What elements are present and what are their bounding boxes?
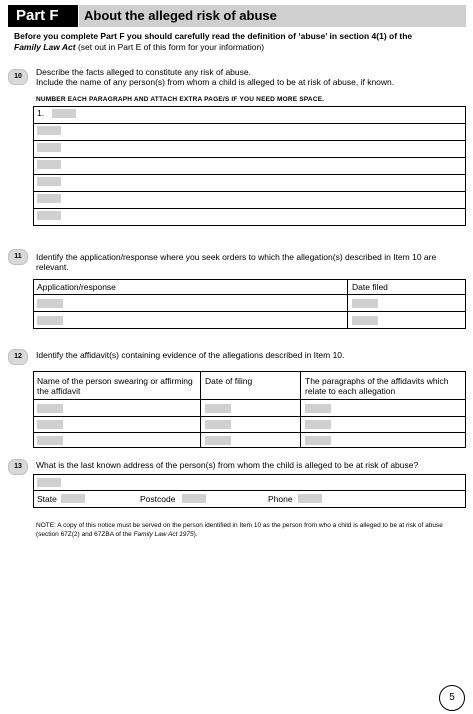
facts-line [33,174,466,175]
item-number-13: 13 [8,459,28,475]
item11-question: Identify the application/response where you seek orders to which the allegation(s) described in Item 10 are relevant. [36,252,437,272]
note-text: NOTE: A copy of this notice must be served on the person identified in Item 10 as the person from who a child is alleged to be at risk of abuse (section 67Z(2) and 67ZBA of the [36,522,443,538]
facts-field[interactable] [37,211,61,220]
note-end: ). [193,531,198,538]
table-row-divider [33,432,466,433]
column-header-date-filed: Date filed [352,282,388,292]
state-label: State [37,494,57,504]
item-number-10: 10 [8,69,28,85]
item10-instruction: NUMBER EACH PARAGRAPH AND ATTACH EXTRA PAGE/S IF YOU NEED MORE SPACE. [36,96,325,103]
table-row-divider [33,294,466,295]
paragraphs-field[interactable] [305,404,331,413]
phone-field[interactable] [298,494,322,503]
person-field[interactable] [37,436,63,445]
facts-field[interactable] [37,160,61,169]
table-row-divider [33,399,466,400]
column-header-date-of-filing: Date of filing [205,376,253,386]
facts-field[interactable] [37,143,61,152]
address-row-divider [33,490,466,491]
date-of-filing-field[interactable] [205,420,231,429]
table-row-divider [33,311,466,312]
paragraphs-field[interactable] [305,436,331,445]
item13-question: What is the last known address of the person(s) from whom the child is alleged to be at risk of abuse? [36,460,419,470]
item10-line2: Include the name of any person(s) from whom a child is alleged to be at risk of abuse, if known. [36,77,395,87]
table-col-divider [200,371,201,448]
item10-question [36,67,466,87]
facts-line [33,208,466,209]
facts-field[interactable] [52,109,76,118]
facts-line [33,191,466,192]
facts-line [33,157,466,158]
item10-line1: Describe the facts alleged to constitute any risk of abuse. [36,67,251,77]
table-row-divider [33,416,466,417]
item12-question: Identify the affidavit(s) containing evidence of the allegations described in Item 10. [36,350,345,360]
table-col-divider [347,279,348,329]
column-header-person: Name of the person swearing or affirming the affidavit [37,376,193,396]
service-note [36,521,458,539]
date-of-filing-field[interactable] [205,404,231,413]
postcode-label: Postcode [140,494,176,504]
date-filed-field[interactable] [352,316,378,325]
column-header-paragraphs: The paragraphs of the affidavits which relate to each allegation [305,376,449,396]
intro-line2: (set out in Part E of this form for your information) [75,42,265,52]
person-field[interactable] [37,404,63,413]
facts-field[interactable] [37,126,61,135]
paragraphs-field[interactable] [305,420,331,429]
facts-field[interactable] [37,194,61,203]
phone-label: Phone [268,494,293,504]
state-field[interactable] [61,494,85,503]
item-number-12: 12 [8,349,28,365]
address-field[interactable] [37,478,61,487]
intro-act-name: Family Law Act [14,42,76,52]
note-act-name: Family Law Act 1975 [133,531,194,538]
part-label: Part F [8,5,78,27]
facts-line [33,123,466,124]
address-box [33,474,466,508]
date-filed-field[interactable] [352,299,378,308]
part-title: About the alleged risk of abuse [79,5,466,27]
application-field[interactable] [37,299,63,308]
postcode-field[interactable] [182,494,206,503]
application-field[interactable] [37,316,63,325]
table-col-divider [300,371,301,448]
date-of-filing-field[interactable] [205,436,231,445]
paragraph-number-label: 1. [37,108,45,118]
intro-text [14,31,466,53]
person-field[interactable] [37,420,63,429]
column-header-application: Application/response [37,282,116,292]
item-number-11: 11 [8,249,28,265]
facts-line [33,140,466,141]
intro-line1: Before you complete Part F you should carefully read the definition of ‘abuse’ in section 4(1) of the [14,31,413,41]
facts-field[interactable] [37,177,61,186]
page-number: 5 [439,685,465,711]
